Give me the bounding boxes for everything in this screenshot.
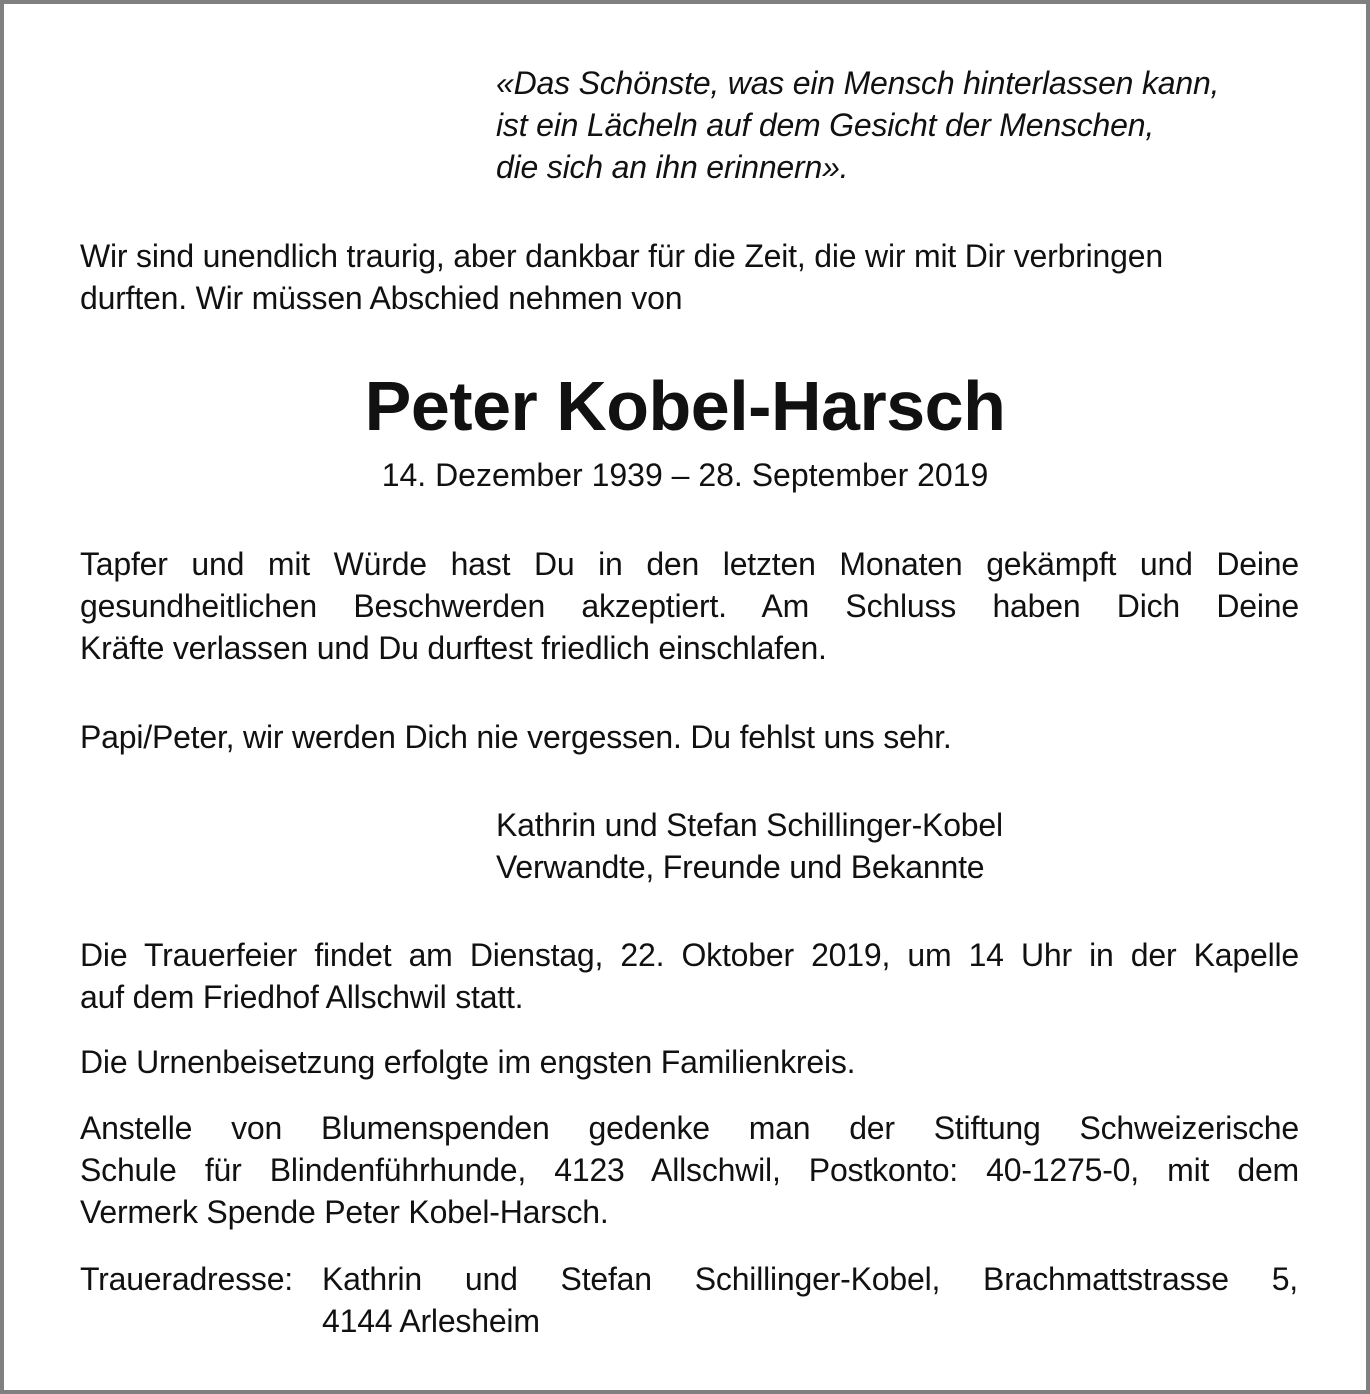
donation-line: Vermerk Spende Peter Kobel-Harsch. <box>80 1194 609 1230</box>
quote-line: die sich an ihn erinnern». <box>496 149 849 185</box>
deceased-name: Peter Kobel-Harsch <box>364 367 1006 445</box>
quote-line: ist ein Lächeln auf dem Gesicht der Menschen, <box>496 107 1155 143</box>
address-label: Traueradresse: <box>80 1261 293 1297</box>
quote-line: «Das Schönste, was ein Mensch hinterlassen kann, <box>496 65 1220 101</box>
intro-line: Wir sind unendlich traurig, aber dankbar für die Zeit, die wir mit Dir verbringen <box>80 238 1163 274</box>
tribute-line: Kräfte verlassen und Du durftest friedlich einschlafen. <box>80 630 827 666</box>
ceremony-paragraph <box>80 934 1299 1018</box>
burial-note: Die Urnenbeisetzung erfolgte im engsten Familienkreis. <box>80 1044 856 1080</box>
donation-line: Schule für Blindenführhunde, 4123 Allschwil, Postkonto: 40-1275-0, mit dem <box>80 1152 1299 1188</box>
ceremony-line: auf dem Friedhof Allschwil statt. <box>80 979 524 1015</box>
epigraph-quote <box>496 62 1316 188</box>
signer-line: Verwandte, Freunde und Bekannte <box>496 849 985 885</box>
ceremony-line: Die Trauerfeier findet am Dienstag, 22. Oktober 2019, um 14 Uhr in der Kapelle <box>80 937 1299 973</box>
donation-paragraph <box>80 1107 1299 1233</box>
address-line: Kathrin und Stefan Schillinger-Kobel, Brachmattstrasse 5, <box>322 1261 1298 1297</box>
donation-line: Anstelle von Blumenspenden gedenke man der Stiftung Schweizerische <box>80 1110 1299 1146</box>
intro-line: durften. Wir müssen Abschied nehmen von <box>80 280 683 316</box>
signer-line: Kathrin und Stefan Schillinger-Kobel <box>496 807 1003 843</box>
tribute-line: gesundheitlichen Beschwerden akzeptiert. Am Schluss haben Dich Deine <box>80 588 1299 624</box>
mourning-address <box>322 1258 1298 1342</box>
signers-block <box>496 804 1003 888</box>
life-dates: 14. Dezember 1939 – 28. September 2019 <box>381 457 989 493</box>
tribute-paragraph <box>80 543 1299 669</box>
intro-paragraph <box>80 235 1300 319</box>
tribute-line: Tapfer und mit Würde hast Du in den letzten Monaten gekämpft und Deine <box>80 546 1299 582</box>
farewell-line: Papi/Peter, wir werden Dich nie vergessen. Du fehlst uns sehr. <box>80 719 952 755</box>
address-line: 4144 Arlesheim <box>322 1303 540 1339</box>
